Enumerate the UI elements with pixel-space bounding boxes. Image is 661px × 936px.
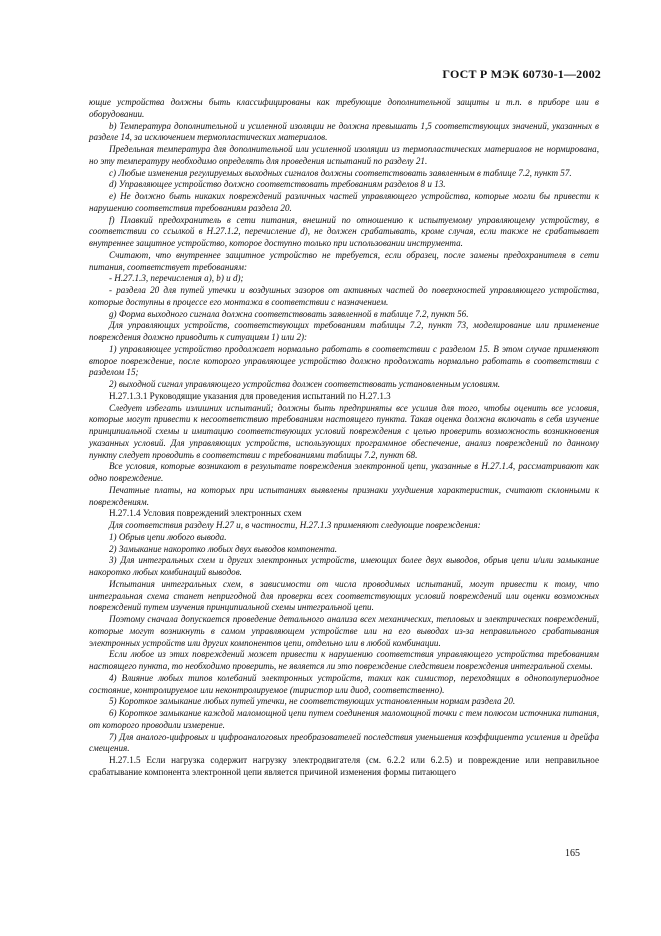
paragraph: 1) управляющее устройство продолжает нормально работать в соответствии с разделом 15. В этом случае применяют второе повреждение, после которого управляющее устройство должно продолжать нормально работать в соответствии с разделом 15; <box>89 343 599 378</box>
standard-header: ГОСТ Р МЭК 60730-1—2002 <box>442 67 601 81</box>
paragraph: Испытания интегральных схем, в зависимости от числа проводимых испытаний, могут привести к тому, что интегральная схема станет непригодной для проверки всех соответствующих условий повреждений или оценки возможных повреждений путем изучения принципиальной схемы интегральной цепи. <box>89 578 599 613</box>
paragraph: d) Управляющее устройство должно соответствовать требованиям разделов 8 и 13. <box>109 179 446 190</box>
paragraph: Н.27.1.3.1 Руководящие указания для проведения испытаний по Н.27.1.3 <box>109 390 391 401</box>
paragraph: Н.27.1.5 Если нагрузка содержит нагрузку электродвигателя (см. 6.2.2 или 6.2.5) и повреждение или неправильное срабатывание компонента электронной цепи является причиной изменения формы питающего <box>89 755 599 777</box>
paragraph: Печатные платы, на которых при испытаниях выявлены признаки ухудшения характеристик, считают склонными к повреждениям. <box>89 484 599 507</box>
paragraph: 3) Для интегральных схем и других электронных устройств, имеющих более двух выводов, обрыв цепи и/или замыкание накоротко любых комбинаций выводов. <box>89 555 599 577</box>
paragraph: 2) Замыкание накоротко любых двух выводов компонента. <box>109 543 338 554</box>
paragraph: 5) Короткое замыкание любых путей утечки, не соответствующих установленным нормам раздела 20. <box>109 696 516 707</box>
paragraph: 1) Обрыв цепи любого вывода. <box>109 531 227 542</box>
paragraph: 7) Для аналого-цифровых и цифроаналоговых преобразователей последствия уменьшения коэффициента усиления и дрейфа смещения. <box>89 731 599 754</box>
paragraph: Н.27.1.4 Условия повреждений электронных схем <box>109 508 302 519</box>
paragraph: 4) Влияние любых типов колебаний электронных устройств, таких как симистор, переходящих в однополупериодное состояние, контролируемое или неконтролируемое (тиристор или диод, соответственно). <box>89 672 599 695</box>
paragraph: Следует избегать излишних испытаний; должны быть предприняты все усилия для того, чтобы оценить все условия, которые могут привести к несоответствию требованиям настоящего пункта. Такая оценка должна включать в себя изучение принципиальной схемы и имитацию соответствующих условий повреждения с целью проверить возможность возникновения указанных условий. Для управляющих устройств, использующих программное обеспечение, анализ повреждений по данному пункту следует проводить в соответствии с требованиями таблицы 7.2, пункт 68. <box>89 402 599 460</box>
paragraph: 2) выходной сигнал управляющего устройства должен соответствовать установленным условиям. <box>109 379 501 389</box>
paragraph: Для управляющих устройств, соответствующих требованиям таблицы 7.2, пункт 73, моделирование или применение повреждения должно приводить к ситуациям 1) или 2): <box>89 320 599 342</box>
paragraph: ющие устройства должны быть классифицированы как требующие дополнительной защиты и т.п. в приборе или в оборудовании. <box>89 97 599 119</box>
paragraph: Поэтому сначала допускается проведение детального анализа всех механических, тепловых и электрических повреждений, которые могут возникнуть в самом управляющем устройстве или на его выводах из-за неправильного срабатывания электронных устройств или других компонентов цепи, отдельно или в любой комбинации. <box>89 614 599 648</box>
paragraph: Если любое из этих повреждений может привести к нарушению соответствия управляющего устройства требованиям настоящего пункта, то необходимо проверить, не является ли это повреждение следствием повреждения интегральной схемы. <box>89 649 599 671</box>
paragraph: - Н.27.1.3, перечисления a), b) и d); <box>109 273 244 284</box>
paragraph: g) Форма выходного сигнала должна соответствовать заявленной в таблице 7.2, пункт 56. <box>109 308 469 319</box>
paragraph: Предельная температура для дополнительной или усиленной изоляции из термопластических материалов не нормирована, но эту температуру необходимо определять для проведения испытаний по разделу 21. <box>89 144 599 166</box>
paragraph: Для соответствия разделу Н.27 и, в частности, Н.27.1.3 применяют следующие повреждения: <box>109 520 481 530</box>
paragraph: Считают, что внутреннее защитное устройство не требуется, если образец, после замены предохранителя в сети питания, соответствует требованиям: <box>89 249 599 272</box>
paragraph: Все условия, которые возникают в результате повреждения электронной цепи, указанные в Н.27.1.4, рассматривают как одно повреждение. <box>89 461 599 483</box>
page-number: 165 <box>565 848 580 859</box>
paragraph: e) Не должно быть никаких повреждений различных частей управляющего устройства, которые могли бы привести к нарушению соответствия требованиям раздела 20. <box>89 191 599 213</box>
document-body <box>89 97 599 779</box>
paragraph: f) Плавкий предохранитель в сети питания, внешний по отношению к испытуемому управляющему устройству, в соответствии со ссылкой в Н.27.1.2, перечисление d), не должен срабатывать, кроме случая, если также не срабатывает внутреннее защитное устройство, которое доступно только при использовании инструмента. <box>89 214 599 248</box>
paragraph: 6) Короткое замыкание каждой маломощной цепи путем соединения маломощной точки с тем полюсом источника питания, от которого проводили измерение. <box>89 708 599 730</box>
paragraph: b) Температура дополнительной и усиленной изоляции не должна превышать 1,5 соответствующих значений, указанных в разделе 14, за исключением термопластических материалов. <box>89 120 599 143</box>
paragraph: c) Любые изменения регулируемых выходных сигналов должны соответствовать заявленным в таблице 7.2, пункт 57. <box>109 167 572 178</box>
paragraph: - раздела 20 для путей утечки и воздушных зазоров от активных частей до поверхностей управляющего устройства, которые доступны в процессе его монтажа в соответствии с назначением. <box>89 285 599 307</box>
